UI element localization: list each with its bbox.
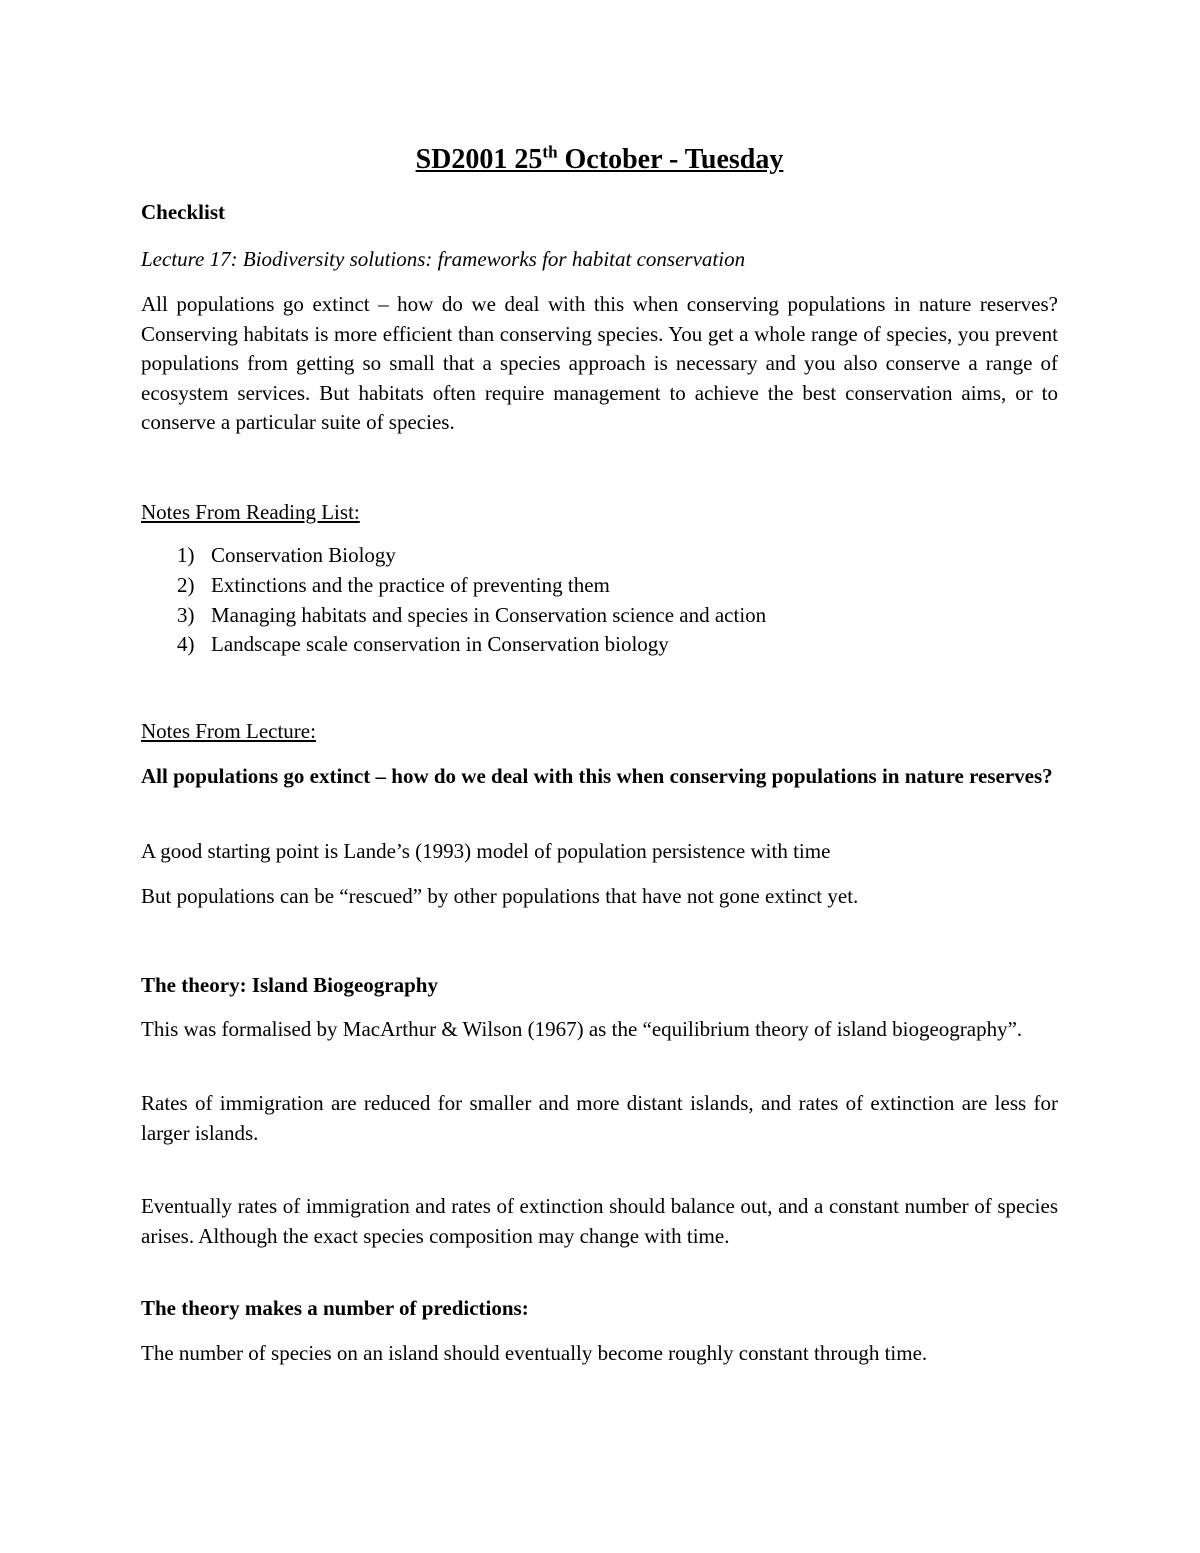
checklist-summary: All populations go extinct – how do we deal with this when conserving populations in nature reserves? Conserving habitats is more efficient than conserving species. You get a whole range of species, you prevent populations from getting so small that a species approach is necessary and you also conserve a range of ecosystem services. But habitats often require management to achieve the best conservation aims, or to conserve a particular suite of species. xyxy=(141,292,1058,434)
theory-paragraph: Eventually rates of immigration and rates of extinction should balance out, and a constant number of species arises. Although the exact species composition may change with time. xyxy=(141,1194,1058,1248)
theory-paragraph: Rates of immigration are reduced for smaller and more distant islands, and rates of extinction are less for larger islands. xyxy=(141,1091,1058,1145)
title-superscript: th xyxy=(542,142,558,162)
reading-list xyxy=(141,541,1058,660)
checklist-heading: Checklist xyxy=(141,200,225,224)
reading-list-heading: Notes From Reading List: xyxy=(141,500,360,524)
list-item: 2) Extinctions and the practice of preventing them xyxy=(177,572,610,597)
page-title: SD2001 25th October - Tuesday xyxy=(415,142,784,175)
lecture-paragraph: A good starting point is Lande’s (1993) model of population persistence with time xyxy=(141,839,831,863)
lecture-question: All populations go extinct – how do we deal with this when conserving populations in nature reserves? xyxy=(141,764,1053,788)
list-item: 4) Landscape scale conservation in Conservation biology xyxy=(177,632,669,657)
list-item: 3) Managing habitats and species in Conservation science and action xyxy=(177,602,767,627)
theory-paragraph: This was formalised by MacArthur & Wilson (1967) as the “equilibrium theory of island biogeography”. xyxy=(141,1017,1023,1041)
list-item: 1) Conservation Biology xyxy=(177,543,396,567)
lecture-title: Lecture 17: Biodiversity solutions: frameworks for habitat conservation xyxy=(141,247,746,271)
lecture-paragraph: But populations can be “rescued” by other populations that have not gone extinct yet. xyxy=(141,884,859,908)
predictions-heading: The theory makes a number of predictions: xyxy=(141,1296,529,1320)
predictions-paragraph: The number of species on an island should eventually become roughly constant through time. xyxy=(141,1341,928,1365)
theory-heading: The theory: Island Biogeography xyxy=(141,973,438,997)
lecture-notes-heading: Notes From Lecture: xyxy=(141,719,316,743)
